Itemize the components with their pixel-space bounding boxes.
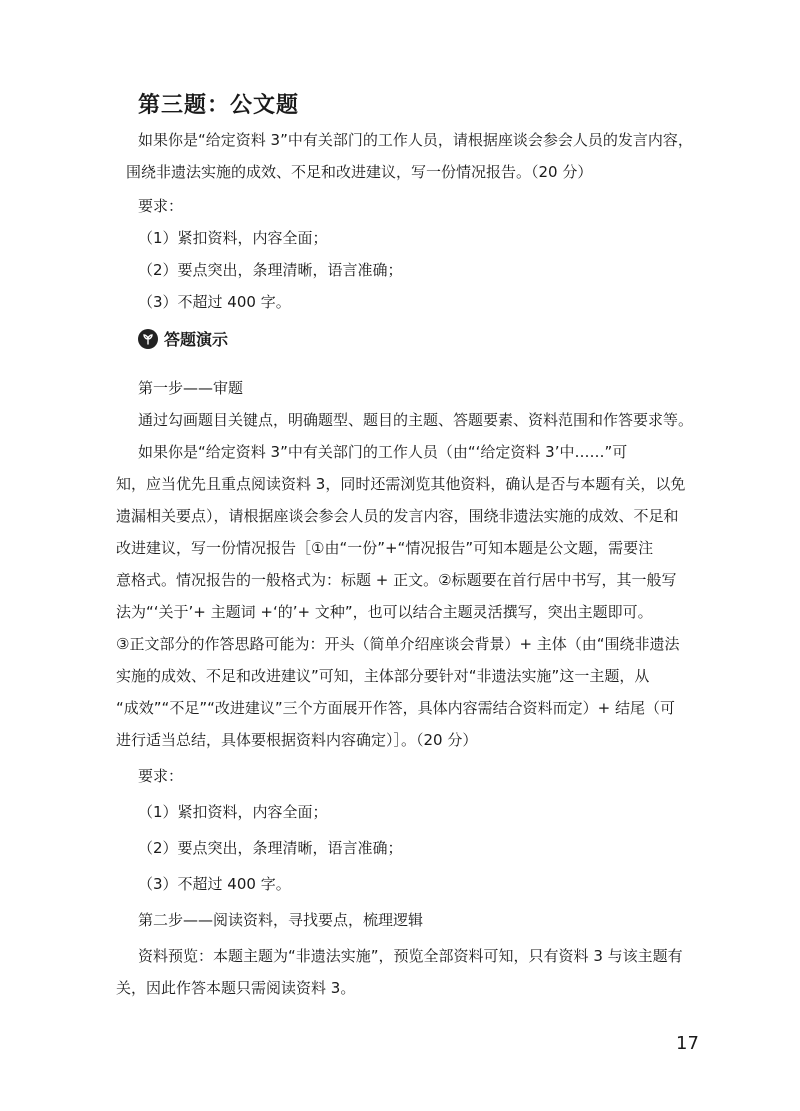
answer-requirement-3: （3）不超过 400 字。 [138,875,291,893]
answer-section-title: 答题演示 [164,330,229,349]
step2-title: 第二步——阅读资料，寻找要点，梳理逻辑 [138,911,424,929]
answer-requirement-2: （2）要点突出，条理清晰，语言准确； [138,839,403,857]
step1-intro: 通过勾画题目关键点，明确题型、题目的主题、答题要素、资料范围和作答要求等。 [138,411,694,429]
analysis-line-8: 实施的成效、不足和改进建议”可知，主体部分要针对“非遗法实施”这一主题，从 [116,667,650,685]
step1-title: 第一步——审题 [138,379,244,397]
requirements-label: 要求： [138,197,184,215]
preview-line-2: 关，因此作答本题只需阅读资料 3。 [116,979,356,997]
analysis-line-5: 意格式。情况报告的一般格式为：标题 + 正文。②标题要在首行居中书写，其一般写 [116,571,677,589]
analysis-line-1: 如果你是“给定资料 3”中有关部门的工作人员（由“‘给定资料 3’中……”可 [138,443,628,461]
analysis-line-6: 法为“‘关于’+ 主题词 +‘的’+ 文种”，也可以结合主题灵活撰写，突出主题即可。 [116,603,653,621]
analysis-line-3: 遗漏相关要点），请根据座谈会参会人员的发言内容，围绕非遗法实施的成效、不足和 [116,507,679,525]
answer-section-heading [138,327,228,350]
page-number: 17 [676,1033,699,1054]
requirement-3: （3）不超过 400 字。 [138,293,291,311]
prompt-line-1: 如果你是“给定资料 3”中有关部门的工作人员，请根据座谈会参会人员的发言内容， [138,131,693,149]
prompt-line-2: 围绕非遗法实施的成效、不足和改进建议，写一份情况报告。（20 分） [126,163,593,181]
answer-requirements-label: 要求： [138,767,184,785]
requirement-2: （2）要点突出，条理清晰，语言准确； [138,261,403,279]
analysis-line-10: 进行适当总结，具体要根据资料内容确定）］。（20 分） [116,731,478,749]
leaf-icon [138,329,158,349]
answer-requirement-1: （1）紧扣资料，内容全面； [138,803,328,821]
question-title: 第三题：公文题 [138,93,300,118]
analysis-line-4: 改进建议，写一份情况报告［①由“一份”+“情况报告”可知本题是公文题，需要注 [116,539,654,557]
requirement-1: （1）紧扣资料，内容全面； [138,229,328,247]
analysis-line-7: ③正文部分的作答思路可能为：开头（简单介绍座谈会背景）+ 主体（由“围绕非遗法 [116,635,680,653]
analysis-line-2: 知，应当优先且重点阅读资料 3，同时还需浏览其他资料，确认是否与本题有关，以免 [116,475,686,493]
preview-line-1: 资料预览：本题主题为“非遗法实施”，预览全部资料可知，只有资料 3 与该主题有 [138,947,683,965]
analysis-line-9: “成效”“不足”“改进建议”三个方面展开作答，具体内容需结合资料而定）+ 结尾（可 [116,699,675,717]
